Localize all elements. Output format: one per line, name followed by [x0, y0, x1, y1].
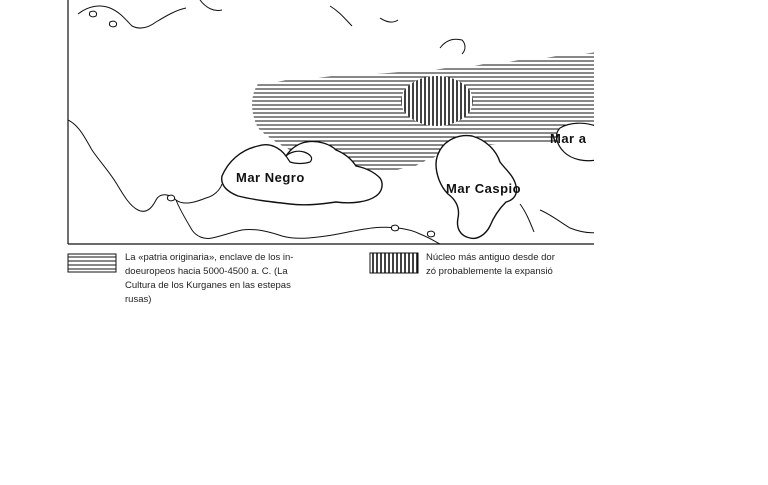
- legend-homeland-line: rusas): [125, 294, 152, 305]
- northern-coast: [78, 0, 465, 54]
- legend-homeland-line: Cultura de los Kurganes en las estepas: [125, 280, 291, 291]
- label-mar-aral: Mar a: [550, 131, 587, 146]
- legend-homeland-line: doeuropeos hacia 5000-4500 a. C. (La: [125, 266, 288, 277]
- label-mar-caspio: Mar Caspio: [446, 181, 522, 196]
- east-coast: [520, 204, 600, 233]
- nucleus-region: [401, 76, 473, 126]
- legend-nucleus-line: zó probablemente la expansió: [426, 266, 553, 277]
- legend-nucleus-text: [426, 251, 594, 279]
- legend-swatch-horizontal: [68, 254, 116, 272]
- crimea-coast: [286, 151, 312, 163]
- legend-swatch-vertical: [370, 253, 418, 273]
- label-mar-negro: Mar Negro: [236, 170, 305, 185]
- legend-homeland-text: [125, 251, 353, 307]
- legend-homeland-line: La «patria originaria», enclave de los in-: [125, 252, 294, 263]
- legend-nucleus-line: Núcleo más antiguo desde dor: [426, 252, 555, 263]
